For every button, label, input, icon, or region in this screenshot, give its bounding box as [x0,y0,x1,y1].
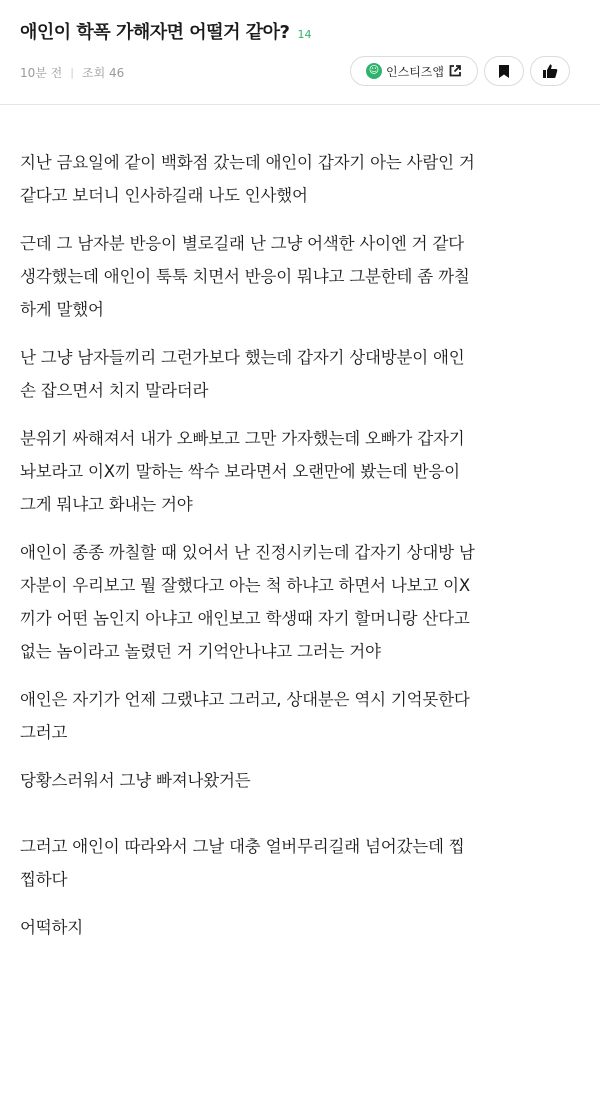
body-line: 없는 놈이라고 놀렸던 거 기억안나냐고 그러는 거야 [20,642,381,661]
paragraph [20,830,580,896]
body-line: 그게 뭐냐고 화내는 거야 [20,495,193,514]
body-line: 끼가 어떤 놈인지 아냐고 애인보고 학생때 자기 할머니랑 산다고 [20,609,470,628]
post-time: 10분 전 [20,66,63,80]
body-line: 근데 그 남자분 반응이 별로길래 난 그냥 어색한 사이엔 거 같다 [20,234,464,253]
paragraph [20,422,580,521]
paragraph [20,683,580,749]
meta-divider: | [70,66,74,79]
open-app-label: 인스티즈앱 [386,64,444,79]
body-line: 분위기 싸해져서 내가 오빠보고 그만 가자했는데 오빠가 갑자기 [20,429,465,448]
body-line: 애인이 종종 까칠할 때 있어서 난 진정시키는데 갑자기 상대방 남 [20,543,475,562]
thumbs-up-icon [542,63,558,79]
body-line: 지난 금요일에 같이 백화점 갔는데 애인이 갑자기 아는 사람인 거 [20,153,475,172]
post-header [0,0,600,105]
body-line: 그러고 애인이 따라와서 그날 대충 얼버무리길래 넘어갔는데 찝 [20,837,465,856]
body-line: 찝하다 [20,870,68,889]
body-line: 하게 말했어 [20,300,104,319]
smiley-icon: ☺ [366,63,382,79]
body-line: 생각했는데 애인이 툭툭 치면서 반응이 뭐냐고 그분한테 좀 까칠 [20,267,470,286]
bookmark-icon [498,64,510,79]
post-title: 애인이 학폭 가해자면 어떨거 같아? [20,22,290,43]
post-body [0,146,600,944]
paragraph [20,764,580,797]
body-line: 애인은 자기가 언제 그랬냐고 그러고, 상대분은 역시 기억못한다 [20,690,470,709]
paragraph [20,227,580,326]
external-link-icon [448,64,462,78]
body-line: 난 그냥 남자들끼리 그런가보다 했는데 갑자기 상대방분이 애인 [20,348,465,367]
bookmark-button[interactable] [484,56,524,86]
body-line: 같다고 보더니 인사하길래 나도 인사했어 [20,186,308,205]
title-row [20,18,311,44]
view-count: 조회 46 [82,66,125,80]
paragraph [20,341,580,407]
paragraph [20,146,580,212]
paragraph [20,536,580,668]
body-line: 그러고 [20,723,68,742]
paragraph [20,911,580,944]
comment-count[interactable]: 14 [297,28,312,41]
open-app-button[interactable] [350,56,478,86]
body-line: 손 잡으면서 치지 말라더라 [20,381,209,400]
post-meta [20,64,124,81]
body-line: 어떡하지 [20,918,83,937]
like-button[interactable] [530,56,570,86]
body-line: 당황스러워서 그냥 빠져나왔거든 [20,771,251,790]
body-line: 놔보라고 이X끼 말하는 싹수 보라면서 오랜만에 봤는데 반응이 [20,462,460,481]
post-actions [350,56,570,86]
body-line: 자분이 우리보고 뭘 잘했다고 아는 척 하냐고 하면서 나보고 이X [20,576,470,595]
